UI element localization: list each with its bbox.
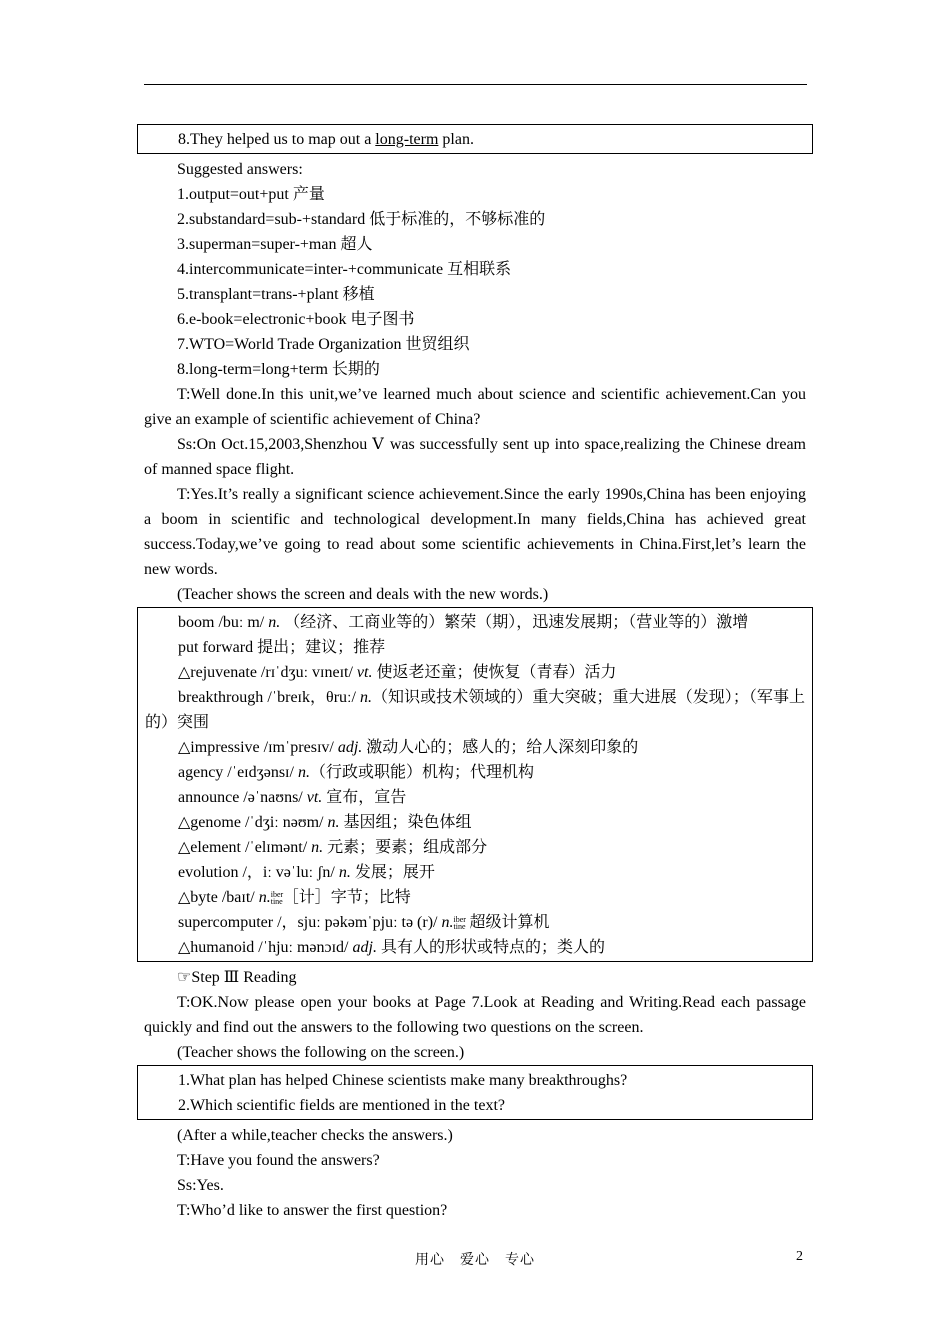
- answer-item: 2.substandard=sub-+standard 低于标准的，不够标准的: [177, 211, 546, 228]
- vocab-item: breakthrough /ˈbreɪk，θruː/ n.（知识或技术领域的）重大突破；重大进展（发现）；（军事上的）突围: [145, 689, 805, 731]
- vocab-item: announce /əˈnaʊns/ vt. 宣布，宣告: [178, 789, 407, 806]
- header-rule: [144, 84, 807, 85]
- answer-item: 1.output=out+put 产量: [177, 186, 325, 203]
- answer-item: 4.intercommunicate=inter-+communicate 互相联系: [177, 261, 512, 278]
- vocab-item: boom /buː m/ n. （经济、工商业等的）繁荣（期），迅速发展期；（营业等的）激增: [178, 614, 749, 631]
- teacher-line: T:OK.Now please open your books at Page 7.Look at Reading and Writing.Read each passage quickly and find out the answers to the following two questions on the screen.: [144, 994, 806, 1036]
- students-line: Ss:On Oct.15,2003,Shenzhou Ⅴ was successfully sent up into space,realizing the Chinese dream of manned space flight.: [144, 436, 806, 478]
- question-item: 2.Which scientific fields are mentioned in the text?: [178, 1097, 505, 1114]
- vocab-box: [137, 607, 813, 962]
- suggested-answers: [144, 157, 806, 382]
- underlined-word: long-term: [375, 131, 439, 148]
- stage-note: (Teacher shows the screen and deals with the new words.): [177, 586, 549, 603]
- superscript-mark: iber tine: [453, 915, 466, 931]
- teacher-line: T:Yes.It’s really a significant science achievement.Since the early 1990s,China has been enjoying a boom in scientific and technological development.In many fields,China has achieved great success.Today,we’ve going to read about some scientific achievements in China.First,let’s learn the new words.: [144, 486, 806, 578]
- page-body: [144, 124, 806, 1223]
- vocab-item: put forward 提出；建议；推荐: [178, 639, 386, 656]
- vocab-item: evolution /，iː vəˈluː ʃn/ n. 发展；展开: [178, 864, 435, 881]
- superscript-mark: iber tine: [270, 890, 284, 906]
- vocab-item: △genome /ˈdʒiː nəʊm/ n. 基因组；染色体组: [178, 814, 472, 831]
- teacher-line: T:Well done.In this unit,we’ve learned much about science and scientific achievement.Can you give an example of scientific achievement of China?: [144, 386, 806, 428]
- vocab-item: △rejuvenate /rɪˈdʒuː vɪneɪt/ vt. 使返老还童；使恢复（青春）活力: [178, 664, 617, 681]
- step-heading: ☞Step Ⅲ Reading: [177, 969, 297, 986]
- answer-item: 8.long-term=long+term 长期的: [177, 361, 380, 378]
- vocab-item: agency /ˈeɪdʒənsɪ/ n.（行政或职能）机构；代理机构: [178, 764, 534, 781]
- answer-item: 6.e-book=electronic+book 电子图书: [177, 311, 415, 328]
- question-item: 1.What plan has helped Chinese scientists make many breakthroughs?: [178, 1072, 628, 1089]
- vocab-item: △humanoid /ˈhjuː mənɔɪd/ adj. 具有人的形状或特点的；类人的: [178, 939, 605, 956]
- suggested-heading: Suggested answers:: [177, 161, 303, 178]
- answer-box: [137, 124, 813, 154]
- teacher-line: T:Have you found the answers?: [177, 1152, 380, 1169]
- students-line: Ss:Yes.: [177, 1177, 224, 1194]
- footer-motto: 用心 爱心 专心: [415, 1253, 535, 1268]
- stage-note: (Teacher shows the following on the screen.): [177, 1044, 465, 1061]
- box-sentence: 8.They helped us to map out a long-term plan.: [178, 131, 474, 148]
- vocab-item: supercomputer /，sjuː pəkəmˈpjuː tə (r)/ n.iber tine 超级计算机: [178, 914, 550, 931]
- answer-item: 7.WTO=World Trade Organization 世贸组织: [177, 336, 470, 353]
- questions-box: [137, 1065, 813, 1120]
- teacher-line: T:Who’d like to answer the first question?: [177, 1202, 448, 1219]
- vocab-item: △byte /baɪt/ n.iber tine［计］字节；比特: [178, 889, 411, 906]
- answer-item: 3.superman=super-+man 超人: [177, 236, 373, 253]
- stage-note: (After a while,teacher checks the answers.): [177, 1127, 453, 1144]
- vocab-item: △impressive /ɪmˈpresɪv/ adj. 激动人心的；感人的；给人深刻印象的: [178, 739, 639, 756]
- page-number: 2: [796, 1249, 803, 1264]
- answer-item: 5.transplant=trans-+plant 移植: [177, 286, 375, 303]
- vocab-item: △element /ˈelɪmənt/ n. 元素；要素；组成部分: [178, 839, 488, 856]
